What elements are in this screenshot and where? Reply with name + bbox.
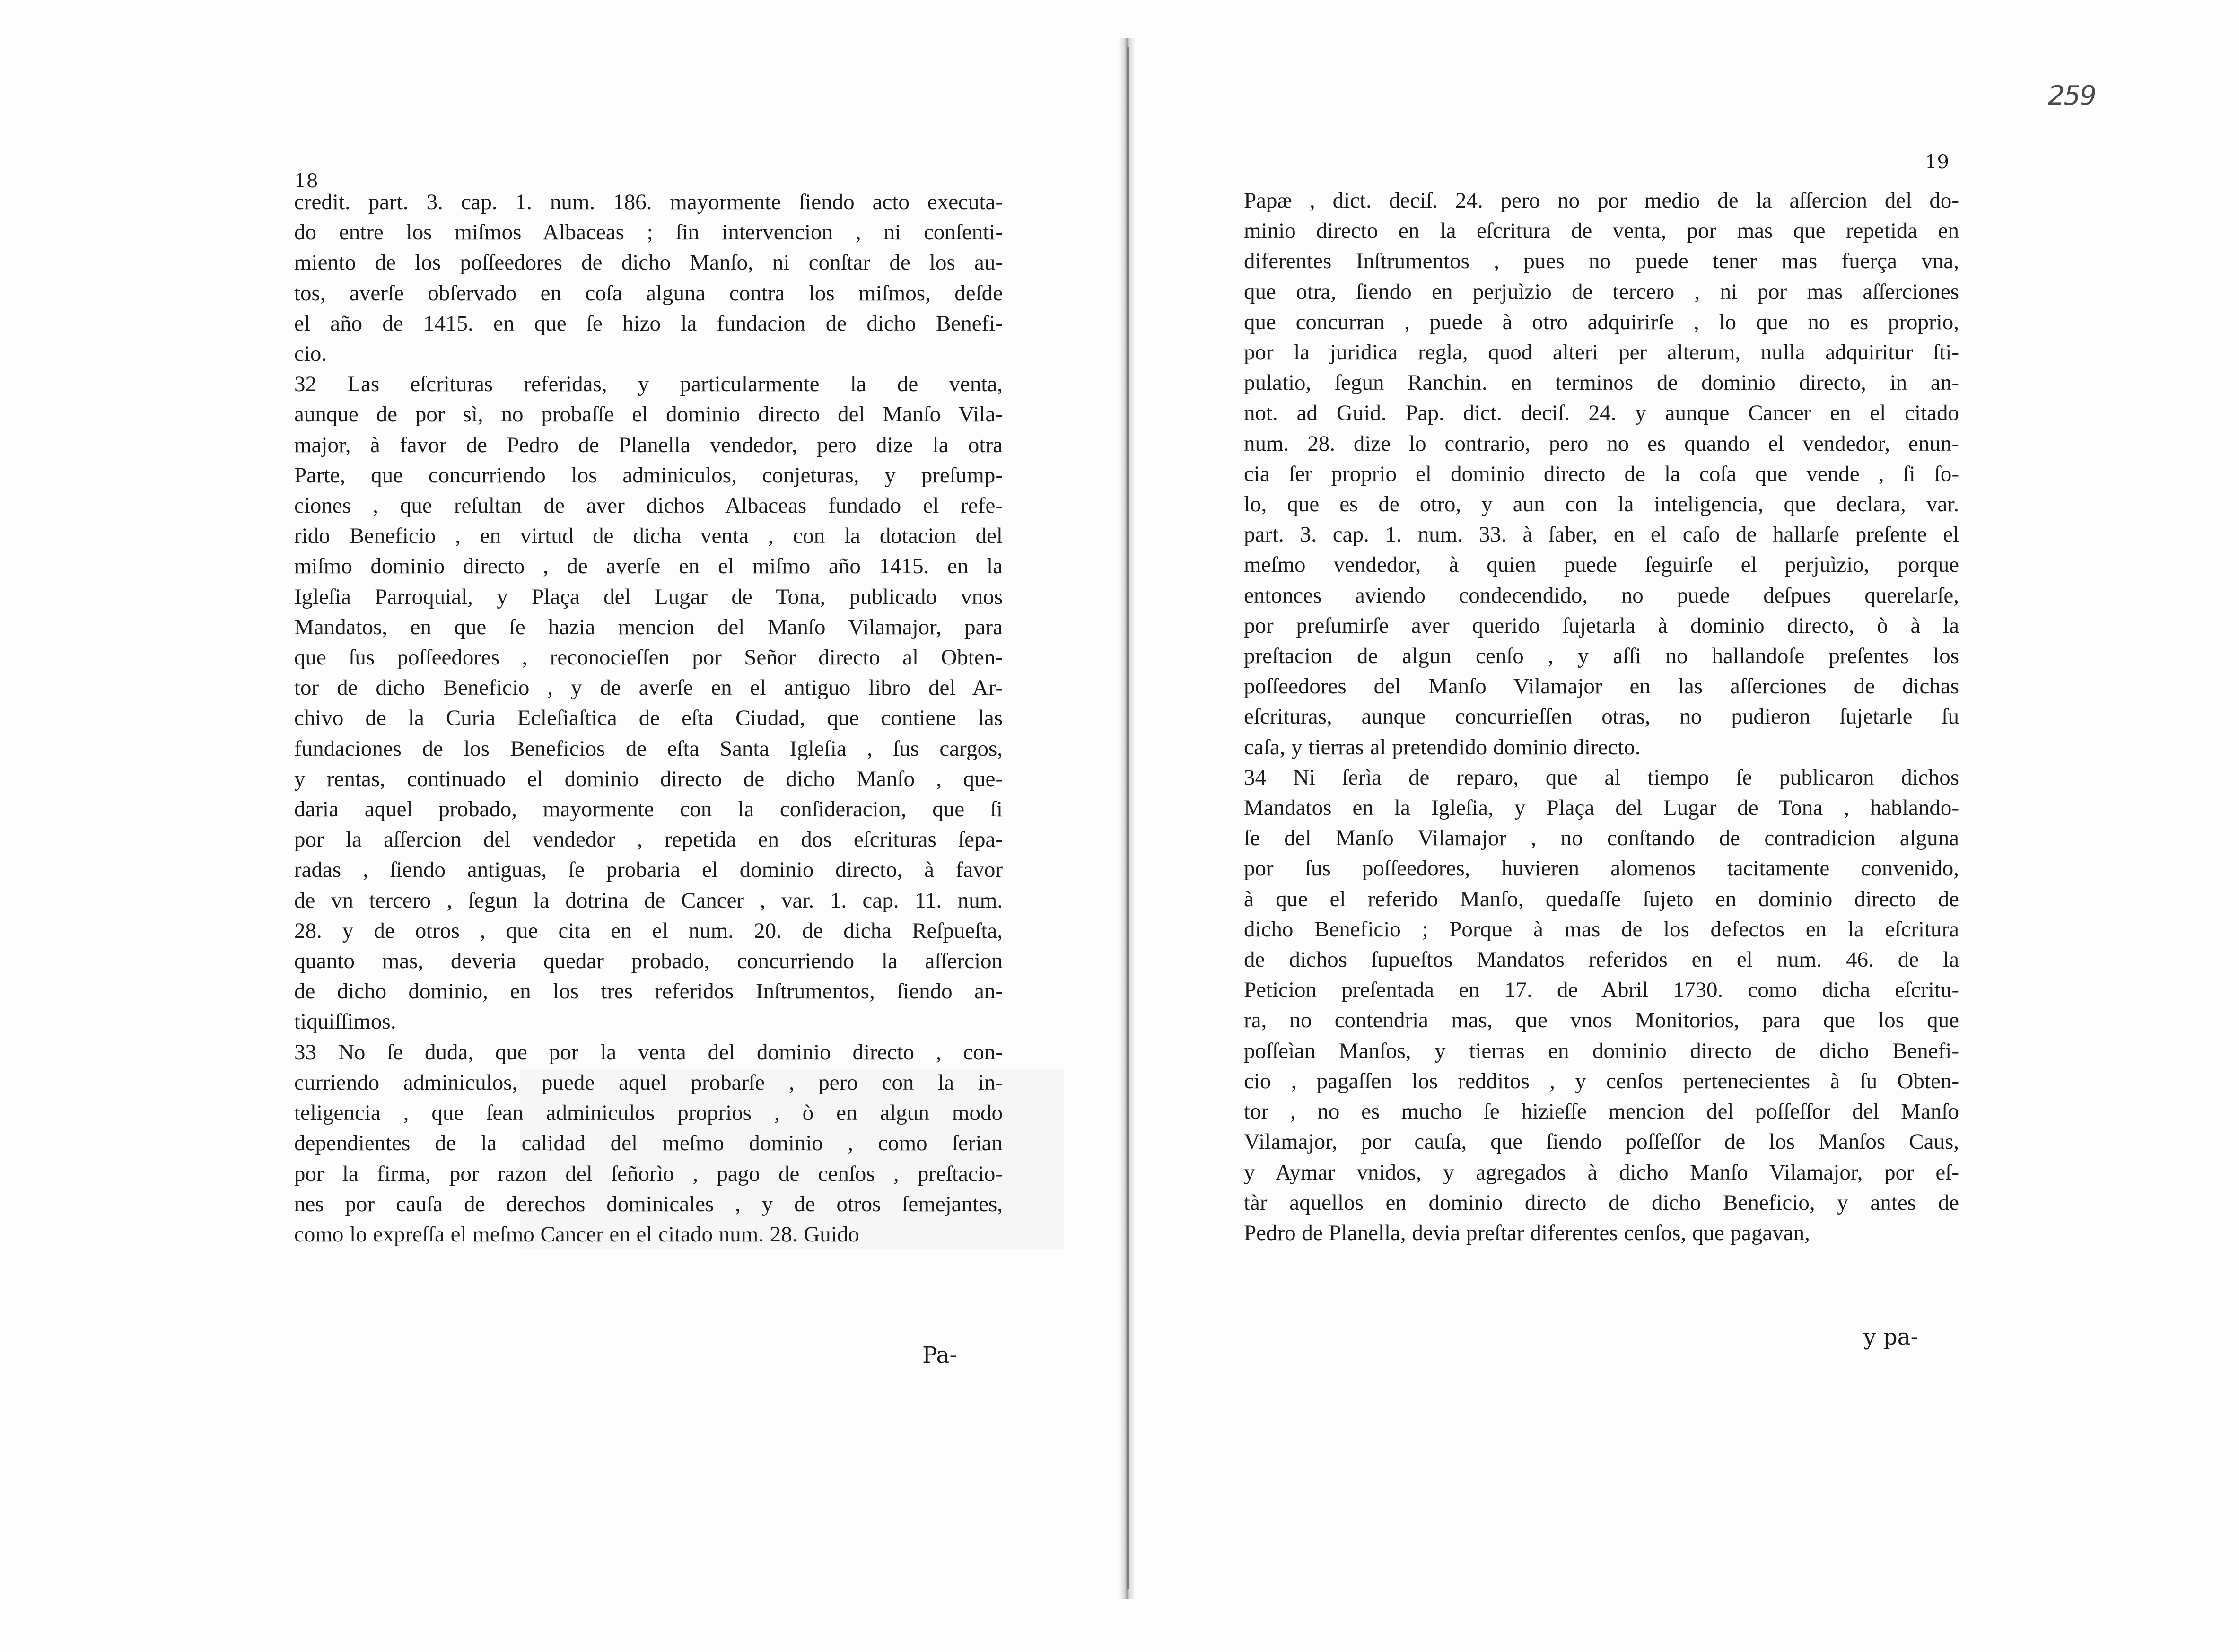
text-line: eſcrituras, aunque concurrieſſen otras, no pudieron ſujetarle ſu bbox=[1244, 704, 1959, 729]
text-line: poſſeedores del Manſo Vilamajor en las aſſerciones de dichas bbox=[1244, 674, 1959, 699]
text-line: not. ad Guid. Pap. dict. deciſ. 24. y aunque Cancer en el citado bbox=[1244, 401, 1959, 426]
text-line: meſmo vendedor, à quien puede ſeguirſe el perjuìzio, porque bbox=[1244, 552, 1959, 577]
handwritten-folio-number: 259 bbox=[2048, 80, 2096, 111]
left-catchword: Pa- bbox=[922, 1342, 957, 1368]
text-line: Peticion preſentada en 17. de Abril 1730. como dicha eſcritu- bbox=[1244, 978, 1959, 1003]
text-line: por preſumirſe aver querido ſujetarla à dominio directo, ò à la bbox=[1244, 613, 1959, 638]
text-line: tor , no es mucho ſe hizieſſe mencion del poſſeſſor del Manſo bbox=[1244, 1099, 1959, 1124]
right-page-number: 19 bbox=[1925, 151, 1949, 173]
text-line: fundaciones de los Beneficios de eſta Santa Igleſia , ſus cargos, bbox=[294, 736, 1003, 761]
text-line: teligencia , que ſean adminiculos proprios , ò en algun modo bbox=[294, 1101, 1003, 1126]
text-line: dependientes de la calidad del meſmo dominio , como ſerian bbox=[294, 1131, 1003, 1156]
text-line: cio. bbox=[294, 341, 327, 367]
text-line: ra, no contendria mas, que vnos Monitorios, para que los que bbox=[1244, 1008, 1959, 1033]
text-line: quanto mas, deveria quedar probado, concurriendo la aſſercion bbox=[294, 949, 1003, 974]
text-line: y rentas, continuado el dominio directo de dicho Manſo , que- bbox=[294, 766, 1003, 791]
text-line: por la aſſercion del vendedor , repetida en dos eſcrituras ſepa- bbox=[294, 827, 1003, 852]
text-line: major, à favor de Pedro de Planella vendedor, pero dize la otra bbox=[294, 432, 1003, 457]
text-line: que concurran , puede à otro adquirirſe , lo que no es proprio, bbox=[1244, 309, 1959, 334]
text-line: daria aquel probado, mayormente con la conſideracion, que ſi bbox=[294, 797, 1003, 822]
text-line: dicho Beneficio ; Porque à mas de los defectos en la eſcritura bbox=[1244, 917, 1959, 942]
text-line: miſmo dominio directo , de averſe en el miſmo año 1415. en la bbox=[294, 554, 1003, 579]
text-line: cio , pagaſſen los redditos , y cenſos pertenecientes à ſu Obten- bbox=[1244, 1068, 1959, 1093]
text-line: 28. y de otros , que cita en el num. 20. de dicha Reſpueſta, bbox=[294, 918, 1003, 943]
text-line: 32 Las eſcrituras referidas, y particularmente la de venta, bbox=[294, 372, 1003, 397]
text-line: Vilamajor, por cauſa, que ſiendo poſſeſſor de los Manſos Caus, bbox=[1244, 1129, 1959, 1154]
text-line: de dichos ſupueſtos Mandatos referidos en el num. 46. de la bbox=[1244, 947, 1959, 972]
left-page-number: 18 bbox=[294, 170, 318, 192]
text-line: que otra, ſiendo en perjuìzio de tercero , ni por mas aſſerciones bbox=[1244, 279, 1959, 304]
text-line: curriendo adminiculos, puede aquel probarſe , pero con la in- bbox=[294, 1070, 1003, 1095]
text-line: y Aymar vnidos, y agregados à dicho Manſo Vilamajor, por eſ- bbox=[1244, 1160, 1959, 1185]
text-line: 33 No ſe duda, que por la venta del dominio directo , con- bbox=[294, 1040, 1003, 1065]
text-line: part. 3. cap. 1. num. 33. à ſaber, en el caſo de hallarſe preſente el bbox=[1244, 522, 1959, 547]
text-line: radas , ſiendo antiguas, ſe probaria el dominio directo, à favor bbox=[294, 857, 1003, 883]
text-line: de vn tercero , ſegun la dotrina de Cancer , var. 1. cap. 11. num. bbox=[294, 888, 1003, 913]
text-line: tos, averſe obſervado en coſa alguna contra los miſmos, deſde bbox=[294, 280, 1003, 306]
text-line: num. 28. dize lo contrario, pero no es quando el vendedor, enun- bbox=[1244, 431, 1959, 456]
text-line: pulatio, ſegun Ranchin. en terminos de dominio directo, in an- bbox=[1244, 370, 1959, 395]
right-catchword: y pa- bbox=[1863, 1324, 1918, 1350]
text-line: miento de los poſſeedores de dicho Manſo, ni conſtar de los au- bbox=[294, 250, 1003, 275]
text-line: nes por cauſa de derechos dominicales , y de otros ſemejantes, bbox=[294, 1191, 1003, 1216]
text-line: preſtacion de algun cenſo , y aſſi no hallandoſe preſentes los bbox=[1244, 644, 1959, 669]
left-page bbox=[0, 0, 1119, 1652]
text-line: que ſus poſſeedores , reconocieſſen por Señor directo al Obten- bbox=[294, 645, 1003, 670]
text-line: Mandatos en la Igleſia, y Plaça del Lugar de Tona , hablando- bbox=[1244, 795, 1959, 821]
text-line: por ſus poſſeedores, huvieren alomenos tacitamente convenido, bbox=[1244, 856, 1959, 881]
text-line: Mandatos, en que ſe hazia mencion del Manſo Vilamajor, para bbox=[294, 614, 1003, 639]
text-line: ciones , que reſultan de aver dichos Albaceas fundado el refe- bbox=[294, 493, 1003, 518]
text-line: tor de dicho Beneficio , y de averſe en el antiguo libro del Ar- bbox=[294, 675, 1003, 700]
text-line: credit. part. 3. cap. 1. num. 186. mayormente ſiendo acto executa- bbox=[294, 190, 1003, 214]
text-line: minio directo en la eſcritura de venta, por mas que repetida en bbox=[1244, 219, 1959, 244]
right-page-body bbox=[1244, 185, 1959, 1248]
text-line: chivo de la Curia Ecleſiaſtica de eſta Ciudad, que contiene las bbox=[294, 706, 1003, 731]
text-line: entonces aviendo condecendido, no puede deſpues querelarſe, bbox=[1244, 583, 1959, 608]
text-line: à que el referido Manſo, quedaſſe ſujeto en dominio directo de bbox=[1244, 886, 1959, 911]
text-line: por la firma, por razon del ſeñorìo , pago de cenſos , preſtacio- bbox=[294, 1161, 1003, 1186]
text-line: Pedro de Planella, devia preſtar diferentes cenſos, que pagavan, bbox=[1244, 1220, 1810, 1245]
text-line: ſe del Manſo Vilamajor , no conſtando de contradicion alguna bbox=[1244, 826, 1959, 851]
text-line: Igleſia Parroquial, y Plaça del Lugar de Tona, publicado vnos bbox=[294, 584, 1003, 609]
text-line: lo, que es de otro, y aun con la inteligencia, que declara, var. bbox=[1244, 492, 1959, 517]
text-line: cia ſer proprio el dominio directo de la coſa que vende , ſi ſo- bbox=[1244, 461, 1959, 486]
text-line: el año de 1415. en que ſe hizo la fundacion de dicho Benefi- bbox=[294, 311, 1003, 336]
text-line: rido Beneficio , en virtud de dicha venta , con la dotacion del bbox=[294, 524, 1003, 549]
text-line: tiquiſſimos. bbox=[294, 1009, 396, 1034]
text-line: poſſeìan Manſos, y tierras en dominio directo de dicho Benefi- bbox=[1244, 1038, 1959, 1063]
text-line: 34 Ni ſerìa de reparo, que al tiempo ſe publicaron dichos bbox=[1244, 765, 1959, 790]
text-line: do entre los miſmos Albaceas ; ſin intervencion , ni conſenti- bbox=[294, 220, 1003, 245]
text-line: aunque de por sì, no probaſſe el dominio directo del Manſo Vila- bbox=[294, 402, 1003, 427]
text-line: Parte, que concurriendo los adminiculos, conjeturas, y preſump- bbox=[294, 463, 1003, 488]
text-line: Papæ , dict. deciſ. 24. pero no por medio de la aſſercion del do- bbox=[1244, 188, 1959, 213]
right-page bbox=[1135, 0, 2239, 1652]
text-line: de dicho dominio, en los tres referidos Inſtrumentos, ſiendo an- bbox=[294, 979, 1003, 1004]
text-line: caſa, y tierras al pretendido dominio directo. bbox=[1244, 734, 1641, 760]
text-line: por la juridica regla, quod alteri per alterum, nulla adquiritur ſti- bbox=[1244, 340, 1959, 365]
gutter-fold-line bbox=[1127, 47, 1129, 1589]
text-line: diferentes Inſtrumentos , pues no puede tener mas fuerça vna, bbox=[1244, 249, 1959, 274]
text-line: como lo expreſſa el meſmo Cancer en el citado num. 28. Guido bbox=[294, 1222, 859, 1247]
left-page-body bbox=[294, 187, 1003, 1250]
text-line: tàr aquellos en dominio directo de dicho Beneficio, y antes de bbox=[1244, 1190, 1959, 1215]
